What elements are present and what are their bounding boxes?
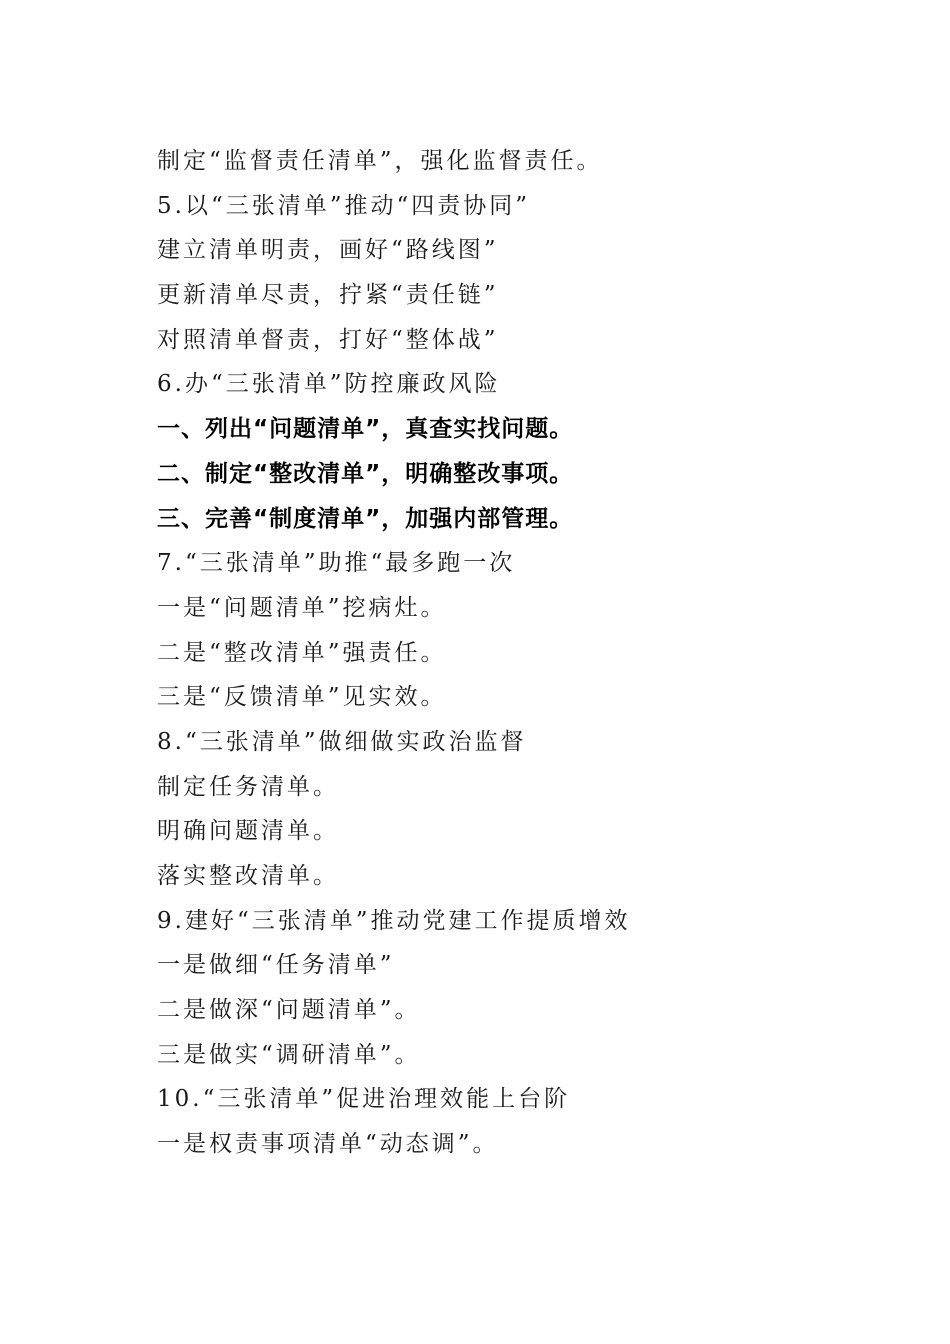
text-line: 一是做细“任务清单” bbox=[157, 952, 395, 979]
document-body bbox=[157, 139, 917, 1167]
text-line: 三是做实“调研清单”。 bbox=[157, 1041, 421, 1068]
text-line: 7.“三张清单”助推“最多跑一次 bbox=[157, 550, 516, 577]
text-line: 10.“三张清单”促进治理效能上台阶 bbox=[157, 1086, 571, 1113]
text-line: 二是“整改清单”强责任。 bbox=[157, 639, 447, 666]
text-line: 明确问题清单。 bbox=[157, 818, 339, 845]
text-line: 落实整改清单。 bbox=[157, 863, 339, 889]
text-line: 5.以“三张清单”推动“四责协同” bbox=[157, 192, 530, 219]
text-line: 三、完善“制度清单”，加强内部管理。 bbox=[157, 505, 574, 532]
text-line: 制定任务清单。 bbox=[157, 773, 339, 800]
text-line: 对照清单督责，打好“整体战” bbox=[157, 326, 499, 353]
text-line: 9.建好“三张清单”推动党建工作提质增效 bbox=[157, 907, 631, 934]
text-line: 三是“反馈清单”见实效。 bbox=[157, 684, 447, 711]
text-line: 一是“问题清单”挖病灶。 bbox=[157, 594, 447, 621]
text-line: 8.“三张清单”做细做实政治监督 bbox=[157, 728, 527, 755]
text-line: 一是权责事项清单“动态调”。 bbox=[157, 1131, 499, 1158]
text-line: 建立清单明责，画好“路线图” bbox=[157, 237, 499, 264]
text-line: 制定“监督责任清单”，强化监督责任。 bbox=[157, 148, 603, 174]
text-line: 二、制定“整改清单”，明确整改事项。 bbox=[157, 460, 574, 487]
text-line: 更新清单尽责，拧紧“责任链” bbox=[157, 282, 499, 309]
text-line: 6.办“三张清单”防控廉政风险 bbox=[157, 371, 501, 398]
text-line: 一、列出“问题清单”，真查实找问题。 bbox=[157, 416, 574, 443]
text-line: 二是做深“问题清单”。 bbox=[157, 997, 421, 1024]
